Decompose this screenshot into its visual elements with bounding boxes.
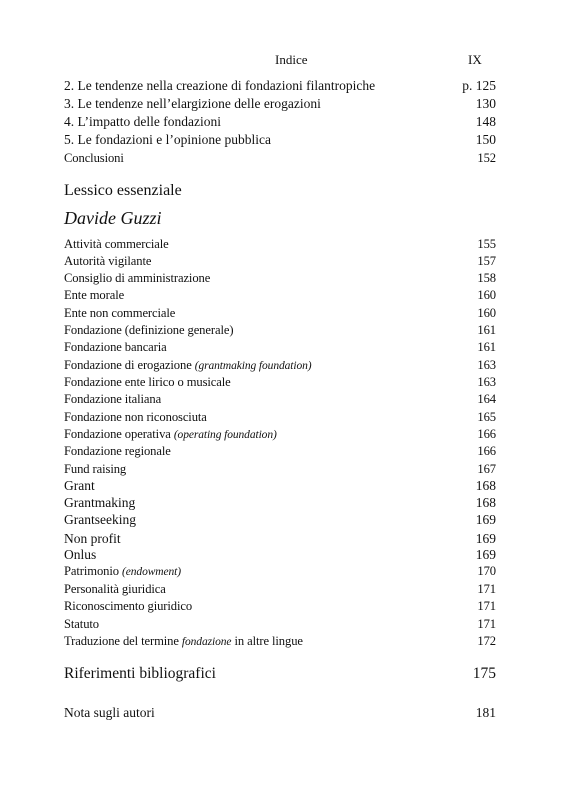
glossary-entry-label: Non profit <box>64 531 121 546</box>
glossary-entry <box>64 356 496 374</box>
glossary-entry-label: Attività commerciale <box>64 237 169 251</box>
glossary-entry-label-text: Patrimonio <box>64 564 123 578</box>
glossary-entry-page: 171 <box>477 599 496 613</box>
glossary-entry <box>64 286 496 304</box>
glossary-entry-page: 161 <box>477 340 496 354</box>
glossary-entry-page: 167 <box>477 462 496 476</box>
glossary-entry-label: Grant <box>64 478 95 493</box>
glossary-entry-page: 155 <box>477 237 496 251</box>
glossary-entry-page: 160 <box>477 306 496 320</box>
glossary-entry-page: 161 <box>477 323 496 337</box>
running-title: Indice <box>275 52 308 67</box>
glossary-author: Davide Guzzi <box>64 208 162 228</box>
toc-entry-page: 150 <box>475 132 496 147</box>
glossary-entry-label: Onlus <box>64 547 97 562</box>
running-page-number: IX <box>468 52 482 67</box>
glossary-entry-note: (endowment) <box>122 566 181 578</box>
glossary-entry <box>64 408 496 426</box>
glossary-entry-page: 160 <box>477 288 496 302</box>
toc-entry-label: Riferimenti bibliografici <box>64 665 216 682</box>
running-head <box>0 52 566 70</box>
glossary-entry-label: Fondazione bancaria <box>64 340 167 354</box>
glossary-entry-label: Ente morale <box>64 288 125 302</box>
glossary-entry-label: Fondazione non riconosciuta <box>64 410 207 424</box>
toc-entry-authors <box>64 704 496 722</box>
glossary-entry-page: 165 <box>477 410 496 424</box>
toc-entry-label: 2. Le tendenze nella creazione di fondazioni filantropiche <box>64 78 376 93</box>
glossary-entry-label-text: Traduzione del termine <box>64 634 182 648</box>
toc-entry <box>64 131 496 149</box>
glossary-entry-label: Fondazione (definizione generale) <box>64 323 234 337</box>
glossary-entry-page: 169 <box>475 531 496 546</box>
glossary-entry-page: 168 <box>475 478 496 493</box>
glossary-entry <box>64 252 496 270</box>
glossary-entry-label: Fondazione italiana <box>64 392 162 406</box>
glossary-entry-page: 170 <box>477 564 496 578</box>
glossary-entry-page: 169 <box>475 547 496 562</box>
toc-entry-page: 152 <box>477 151 496 165</box>
toc-entry-page: p. 125 <box>462 78 496 93</box>
glossary-entry <box>64 425 496 443</box>
glossary-entry-label: Fund raising <box>64 462 127 476</box>
toc-entry <box>64 113 496 131</box>
toc-entry-page: 130 <box>475 96 496 111</box>
glossary-entry <box>64 615 496 633</box>
glossary-entry <box>64 373 496 391</box>
glossary-entry <box>64 442 496 460</box>
glossary-entry-page: 163 <box>477 358 496 372</box>
glossary-entry-page: 171 <box>477 617 496 631</box>
glossary-entry-label-suffix: in altre lingue <box>231 634 303 648</box>
glossary-entry-note: fondazione <box>181 636 232 648</box>
glossary-entry <box>64 632 496 650</box>
toc-entry <box>64 77 496 95</box>
glossary-entry-label: Consiglio di amministrazione <box>64 271 211 285</box>
glossary-entry <box>64 477 496 495</box>
glossary-entry <box>64 597 496 615</box>
glossary-entry-page: 172 <box>477 634 496 648</box>
glossary-entry <box>64 321 496 339</box>
glossary-entry-label-text: Fondazione operativa <box>64 427 174 441</box>
glossary-entry-page: 157 <box>477 254 496 268</box>
toc-entry-label: 4. L’impatto delle fondazioni <box>64 114 221 129</box>
toc-entry-page: 175 <box>472 665 496 682</box>
glossary-entry-label <box>64 632 303 651</box>
glossary-entry <box>64 580 496 598</box>
glossary-entry <box>64 235 496 253</box>
glossary-entry <box>64 304 496 322</box>
glossary-entry-note: (grantmaking foundation) <box>194 360 312 372</box>
glossary-entry <box>64 269 496 287</box>
toc-entry-label: Conclusioni <box>64 151 124 165</box>
glossary-entry-label: Riconoscimento giuridico <box>64 599 193 613</box>
glossary-entry-label: Grantseeking <box>64 512 136 527</box>
glossary-entry <box>64 511 496 529</box>
toc-entry-label: 3. Le tendenze nell’elargizione delle erogazioni <box>64 96 321 111</box>
glossary-entry <box>64 460 496 478</box>
toc-entry-page: 181 <box>475 705 496 720</box>
toc-entry <box>64 149 496 167</box>
toc-entry-page: 148 <box>475 114 496 129</box>
glossary-entry <box>64 390 496 408</box>
toc-entry-label: 5. Le fondazioni e l’opinione pubblica <box>64 132 271 147</box>
glossary-entry-page: 171 <box>477 582 496 596</box>
glossary-entry-page: 166 <box>477 444 496 458</box>
glossary-entry <box>64 338 496 356</box>
toc-entry <box>64 95 496 113</box>
glossary-title: Lessico essenziale <box>64 182 182 199</box>
glossary-entry <box>64 494 496 512</box>
glossary-entry-label: Fondazione ente lirico o musicale <box>64 375 231 389</box>
glossary-entry-page: 158 <box>477 271 496 285</box>
glossary-entry-label: Statuto <box>64 617 99 631</box>
glossary-entry-label: Ente non commerciale <box>64 306 176 320</box>
glossary-entry-label <box>64 562 181 581</box>
glossary-entry-page: 166 <box>477 427 496 441</box>
glossary-entry-label-text: Fondazione di erogazione <box>64 358 195 372</box>
toc-entry-references <box>64 664 496 684</box>
toc-entry-label: Nota sugli autori <box>64 705 155 720</box>
glossary-entry-label: Fondazione regionale <box>64 444 171 458</box>
glossary-entry-label: Personalità giuridica <box>64 582 166 596</box>
glossary-entry-page: 163 <box>477 375 496 389</box>
glossary-entry-page: 168 <box>475 495 496 510</box>
glossary-entry-label: Grantmaking <box>64 495 136 510</box>
glossary-entry-note: (operating foundation) <box>173 429 277 441</box>
glossary-entry-page: 164 <box>477 392 496 406</box>
glossary-entry-page: 169 <box>475 512 496 527</box>
glossary-entry <box>64 562 496 580</box>
glossary-entry-label: Autorità vigilante <box>64 254 152 268</box>
